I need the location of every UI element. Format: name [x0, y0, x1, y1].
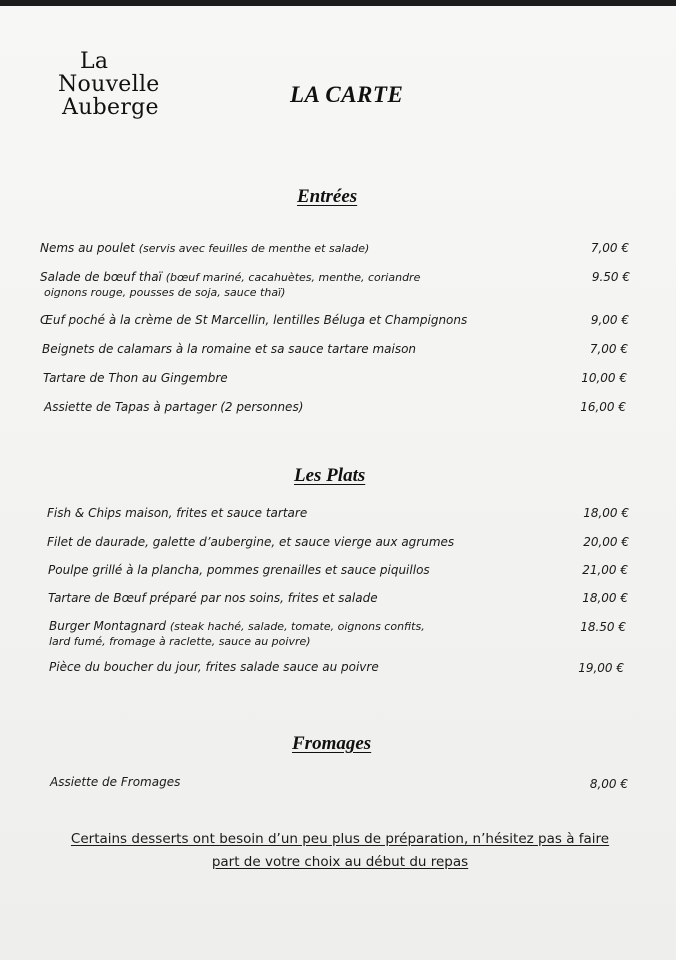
menu-item-name: Filet de daurade, galette d’aubergine, et sauce vierge aux agrumes [47, 535, 455, 549]
menu-item-name [40, 241, 369, 256]
item-detail: (steak haché, salade, tomate, oignons confits, [169, 620, 425, 633]
page-title: LA CARTE [290, 82, 404, 107]
logo-line-1: La [80, 49, 109, 74]
menu-item-name: Fish & Chips maison, frites et sauce tartare [47, 506, 308, 520]
section-title-entrees: Entrées [297, 186, 358, 207]
menu-item-name: Œuf poché à la crème de St Marcellin, lentilles Béluga et Champignons [40, 313, 468, 327]
footer-note-line-1: Certains desserts ont besoin d’un peu plus de préparation, n’hésitez pas à faire [70, 831, 610, 847]
footer-note [40, 828, 640, 874]
item-detail-continued: lard fumé, fromage à raclette, sauce au poivre) [49, 635, 311, 648]
item-detail: (bœuf mariné, cacahuètes, menthe, coriandre [165, 271, 421, 284]
menu-item-name: Pièce du boucher du jour, frites salade sauce au poivre [49, 660, 379, 674]
menu-item-price: 18,00 € [582, 591, 628, 605]
menu-item-price: 7,00 € [590, 241, 629, 255]
restaurant-logo [58, 50, 160, 119]
footer-note-line-2: part de votre choix au début du repas [211, 854, 469, 870]
item-detail-continued: oignons rouge, pousses de soja, sauce thaï) [44, 286, 286, 299]
menu-item-name [49, 619, 425, 649]
logo-line-3: Auberge [62, 95, 159, 120]
item-name-text: Salade de bœuf thaï [40, 270, 162, 284]
menu-item-price: 21,00 € [582, 563, 628, 577]
menu-item-name: Beignets de calamars à la romaine et sa sauce tartare maison [42, 342, 417, 356]
logo-line-2: Nouvelle [58, 72, 160, 97]
menu-item-name [40, 270, 420, 300]
menu-item-price: 20,00 € [583, 535, 629, 549]
menu-item-name: Assiette de Fromages [50, 775, 181, 789]
menu-item-price: 8,00 € [589, 777, 628, 791]
menu-item-price: 18.50 € [580, 620, 626, 634]
section-title-fromages: Fromages [292, 733, 372, 754]
menu-item-price: 9.50 € [591, 270, 630, 284]
menu-item-price: 16,00 € [580, 400, 626, 414]
menu-item-price: 10,00 € [581, 371, 627, 385]
menu-item-name: Assiette de Tapas à partager (2 personnes) [44, 400, 304, 414]
menu-page [0, 6, 676, 960]
menu-item-price: 7,00 € [589, 342, 628, 356]
section-title-plats: Les Plats [294, 465, 366, 486]
menu-item-name: Tartare de Thon au Gingembre [43, 371, 228, 385]
menu-item-name: Tartare de Bœuf préparé par nos soins, frites et salade [48, 591, 378, 605]
item-name-text: Nems au poulet [40, 241, 135, 255]
menu-item-name: Poulpe grillé à la plancha, pommes grenailles et sauce piquillos [48, 563, 430, 577]
menu-item-price: 19,00 € [578, 661, 624, 675]
item-name-text: Burger Montagnard [49, 619, 167, 633]
item-detail: (servis avec feuilles de menthe et salade) [138, 242, 370, 255]
menu-item-price: 18,00 € [583, 506, 629, 520]
menu-item-price: 9,00 € [590, 313, 629, 327]
